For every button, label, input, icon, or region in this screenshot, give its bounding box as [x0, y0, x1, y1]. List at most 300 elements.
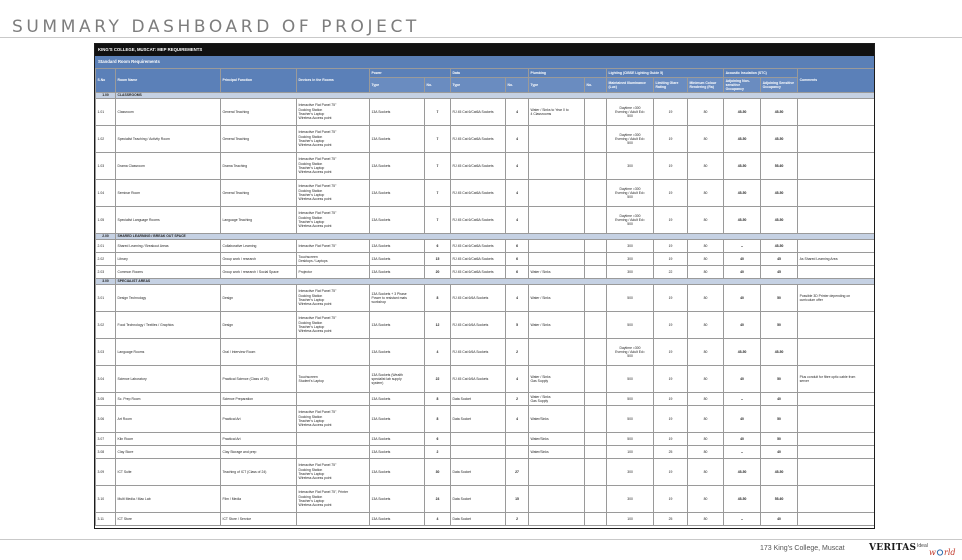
cell-power-type-line: 13A Sockets — [371, 190, 391, 195]
cell-devices-line: Interactive Flat Panel 75" — [298, 289, 337, 294]
section-code: 2.00 — [96, 234, 116, 240]
cell-adjoining-sensitive: 45 — [761, 266, 798, 279]
cell-devices-line: Wireless Access point — [298, 197, 332, 202]
column-header-sno: S.No — [96, 69, 116, 93]
table-row — [96, 207, 876, 234]
cell-colour-rendering: 80 — [688, 393, 724, 406]
table-row — [96, 253, 876, 266]
cell-devices — [297, 266, 370, 279]
cell-colour-rendering: 80 — [688, 126, 724, 153]
cell-power-type — [370, 153, 425, 180]
cell-devices-line: Docking Station — [298, 161, 323, 166]
cell-plumbing-type — [529, 99, 585, 126]
cell-illuminance — [607, 126, 654, 153]
cell-plumbing-type-line: Gas Supply — [530, 399, 549, 403]
table-row — [96, 126, 876, 153]
cell-devices — [297, 240, 370, 253]
cell-power-no: 6 — [425, 240, 451, 253]
cell-comments-line: server — [799, 379, 809, 383]
cell-comments — [798, 433, 875, 446]
cell-power-type — [370, 366, 425, 393]
cell-plumbing-no — [585, 393, 607, 406]
cell-devices-line: Wireless Access point — [298, 116, 332, 121]
cell-sno: 2.02 — [96, 253, 116, 266]
cell-comments — [798, 486, 875, 513]
cell-adjoining-sensitive: 40 — [761, 513, 798, 526]
cell-plumbing-type — [529, 207, 585, 234]
cell-data-no: 4 — [506, 153, 529, 180]
cell-power-type — [370, 459, 425, 486]
cell-adjoining-sensitive: 55-60 — [761, 153, 798, 180]
cell-illuminance — [607, 446, 654, 459]
cell-plumbing-type-line: 4 Classrooms — [530, 112, 552, 116]
cell-sno: 1.03 — [96, 153, 116, 180]
cell-room: Food Technology / Textiles / Graphics — [116, 312, 221, 339]
cell-plumbing-type — [529, 240, 585, 253]
cell-devices-line: Interactive Flat Panel 75", Printer — [298, 490, 349, 495]
cell-devices-line: Interactive Flat Panel 75" — [298, 211, 337, 216]
cell-illuminance-line: Evening / Adult Ed= — [615, 136, 645, 141]
cell-devices-line: Docking Station — [298, 107, 323, 112]
cell-power-type — [370, 285, 425, 312]
cell-data-type: RJ 45 Cat 6/6A Sockets — [451, 339, 506, 366]
cell-comments — [798, 366, 875, 393]
cell-devices-line: Docking Station — [298, 293, 323, 298]
cell-glare: 19 — [654, 339, 688, 366]
cell-plumbing-no — [585, 207, 607, 234]
table-row — [96, 459, 876, 486]
cell-adjoining-non-sensitive: -- — [724, 393, 761, 406]
cell-devices — [297, 153, 370, 180]
cell-illuminance-line: 500 — [627, 195, 633, 200]
cell-illuminance-line: Evening / Adult Ed= — [615, 109, 645, 114]
cell-comments — [798, 126, 875, 153]
cell-sno: 3.09 — [96, 459, 116, 486]
cell-comments-line: Plus conduit for fibre optic cable from — [799, 374, 856, 379]
footer-divider — [0, 539, 962, 540]
cell-glare: 19 — [654, 486, 688, 513]
cell-function: Film / Media — [221, 486, 297, 513]
cell-data-no: 4 — [506, 126, 529, 153]
cell-data-type: RJ 45 Cat 6/Cat6A Sockets — [451, 126, 506, 153]
cell-data-no: 4 — [506, 207, 529, 234]
cell-devices — [297, 433, 370, 446]
cell-power-type-line: 13A Sockets — [371, 449, 391, 454]
section-title: SPECIALIST AREAS — [116, 279, 876, 285]
cell-illuminance — [607, 285, 654, 312]
cell-devices — [297, 180, 370, 207]
cell-adjoining-non-sensitive: 40 — [724, 406, 761, 433]
cell-sno: 3.02 — [96, 312, 116, 339]
cell-illuminance-line: 500 — [627, 416, 633, 421]
cell-illuminance-line: 500 — [627, 436, 633, 441]
cell-data-type: RJ 45 Cat 6/Cat6A Sockets — [451, 266, 506, 279]
cell-devices-line: Projector — [298, 269, 313, 274]
cell-power-type — [370, 99, 425, 126]
cell-illuminance — [607, 393, 654, 406]
cell-illuminance — [607, 486, 654, 513]
cell-devices-line: Docking Station — [298, 467, 323, 472]
cell-adjoining-sensitive: 50 — [761, 433, 798, 446]
cell-plumbing-type — [529, 393, 585, 406]
cell-devices-line: Touchscreen — [298, 374, 318, 379]
cell-adjoining-non-sensitive: -- — [724, 446, 761, 459]
cell-illuminance — [607, 339, 654, 366]
cell-room: Language Rooms — [116, 339, 221, 366]
cell-illuminance — [607, 180, 654, 207]
cell-glare: 19 — [654, 253, 688, 266]
cell-power-type — [370, 393, 425, 406]
cell-glare: 19 — [654, 406, 688, 433]
cell-glare: 25 — [654, 513, 688, 526]
cell-devices-line: Student's Laptop — [298, 379, 324, 383]
cell-plumbing-no — [585, 513, 607, 526]
table-row — [96, 486, 876, 513]
cell-power-type — [370, 266, 425, 279]
cell-devices-line: Interactive Flat Panel 75" — [298, 463, 337, 468]
cell-illuminance-line: 500 — [627, 141, 633, 146]
cell-devices-line: Docking Station — [298, 188, 323, 193]
section-code: 3.00 — [96, 279, 116, 285]
cell-devices-line: Wireless Access point — [298, 170, 332, 175]
cell-plumbing-type-line: Water/Sinks — [530, 449, 549, 454]
cell-power-type-line: 13A Sockets (Wealth — [371, 372, 403, 377]
cell-illuminance-line: 300 — [627, 243, 633, 248]
cell-adjoining-sensitive: 45-50 — [761, 240, 798, 253]
cell-plumbing-type — [529, 459, 585, 486]
cell-colour-rendering: 80 — [688, 513, 724, 526]
cell-power-no: 2 — [425, 446, 451, 459]
svg-text:rld: rld — [944, 548, 956, 557]
cell-illuminance-line: Daytime =300 — [619, 213, 641, 218]
cell-adjoining-sensitive: 50 — [761, 366, 798, 393]
cell-plumbing-no — [585, 126, 607, 153]
cell-plumbing-type — [529, 285, 585, 312]
cell-devices-line: Interactive Flat Panel 75" — [298, 103, 337, 108]
cell-plumbing-type — [529, 312, 585, 339]
cell-power-type-line: 13A Sockets — [371, 163, 391, 168]
cell-colour-rendering: 80 — [688, 207, 724, 234]
cell-adjoining-non-sensitive: 45-50 — [724, 126, 761, 153]
cell-data-type: Data Socket — [451, 513, 506, 526]
cell-power-type — [370, 312, 425, 339]
cell-plumbing-type-line: Water / Sinks — [530, 374, 551, 379]
cell-data-type: RJ 45 Cat 6/6A Sockets — [451, 366, 506, 393]
cell-data-type: RJ 45 Cat 6/Cat6A Sockets — [451, 99, 506, 126]
cell-devices-line: Wireless Access point — [298, 302, 332, 307]
cell-comments — [798, 406, 875, 433]
cell-adjoining-non-sensitive: 40 — [724, 433, 761, 446]
cell-adjoining-sensitive: 45-50 — [761, 126, 798, 153]
cell-illuminance — [607, 513, 654, 526]
cell-illuminance-line: 300 — [627, 269, 633, 274]
cell-devices-line: Teacher's Laptop — [298, 419, 325, 423]
cell-illuminance — [607, 240, 654, 253]
cell-data-no: 2 — [506, 513, 529, 526]
cell-adjoining-sensitive: 45-50 — [761, 339, 798, 366]
cell-function: Practical Art — [221, 433, 297, 446]
cell-glare: 19 — [654, 312, 688, 339]
cell-power-type-line: system) — [371, 381, 384, 386]
cell-illuminance-line: 100 — [627, 449, 633, 454]
cell-power-no: 12 — [425, 312, 451, 339]
cell-data-no: 4 — [506, 180, 529, 207]
column-header-function: Principal Function — [221, 69, 297, 93]
cell-comments — [798, 513, 875, 526]
cell-colour-rendering: 80 — [688, 446, 724, 459]
cell-glare: 19 — [654, 433, 688, 446]
cell-adjoining-sensitive: 55-60 — [761, 486, 798, 513]
cell-data-type: RJ 45 Cat 6/Cat6A Sockets — [451, 207, 506, 234]
cell-devices-line: Docking Station — [298, 320, 323, 325]
cell-devices-line: Interactive Flat Panel 75" — [298, 243, 337, 248]
cell-plumbing-type — [529, 513, 585, 526]
cell-room: Shared Learning / Breakout Areas — [116, 240, 221, 253]
cell-devices-line: Interactive Flat Panel 75" — [298, 157, 337, 162]
cell-data-no: 2 — [506, 393, 529, 406]
cell-devices-line: Teacher's Laptop — [298, 166, 325, 170]
cell-power-type-line: 13A Sockets — [371, 243, 391, 248]
cell-power-no: 8 — [425, 406, 451, 433]
cell-plumbing-no — [585, 433, 607, 446]
cell-adjoining-non-sensitive: 45-50 — [724, 180, 761, 207]
cell-power-type-line: workshop — [371, 300, 387, 305]
cell-glare: 19 — [654, 99, 688, 126]
section-code: 1.00 — [96, 93, 116, 99]
cell-sno: 3.06 — [96, 406, 116, 433]
cell-illuminance — [607, 366, 654, 393]
cell-adjoining-sensitive: 50 — [761, 406, 798, 433]
cell-room: Clay Store — [116, 446, 221, 459]
cell-sno: 3.08 — [96, 446, 116, 459]
table-row — [96, 285, 876, 312]
cell-power-no: 8 — [425, 393, 451, 406]
cell-plumbing-no — [585, 153, 607, 180]
cell-data-no: 27 — [506, 459, 529, 486]
cell-plumbing-no — [585, 459, 607, 486]
cell-data-no: 4 — [506, 285, 529, 312]
cell-devices — [297, 207, 370, 234]
column-header-acoustic: Acoustic Insulation (STC) — [724, 69, 798, 78]
cell-room: Seminar Room — [116, 180, 221, 207]
cell-data-no: 6 — [506, 240, 529, 253]
cell-function: ICT Store / Service — [221, 513, 297, 526]
cell-adjoining-non-sensitive: -- — [724, 240, 761, 253]
cell-power-type — [370, 207, 425, 234]
cell-colour-rendering: 80 — [688, 240, 724, 253]
page-title: SUMMARY DASHBOARD OF PROJECT — [12, 17, 420, 37]
cell-comments — [798, 253, 875, 266]
cell-power-type — [370, 446, 425, 459]
cell-sno: 3.04 — [96, 366, 116, 393]
cell-illuminance-line: Daytime =300 — [619, 105, 641, 110]
cell-power-type-line: 13A Sockets — [371, 496, 391, 501]
cell-illuminance-line: 500 — [627, 396, 633, 401]
cell-devices — [297, 513, 370, 526]
table-row — [96, 393, 876, 406]
column-header-illuminance: Maintained Illuminance (Lux) — [607, 78, 654, 93]
cell-devices-line: Wireless Access point — [298, 476, 332, 481]
cell-illuminance — [607, 433, 654, 446]
cell-adjoining-non-sensitive: 40 — [724, 266, 761, 279]
cell-function: Group work / research / Social Space — [221, 266, 297, 279]
column-header-power: Power — [370, 69, 451, 78]
cell-comments — [798, 393, 875, 406]
table-row — [96, 99, 876, 126]
cell-devices-line: Wireless Access point — [298, 329, 332, 334]
cell-devices — [297, 253, 370, 266]
cell-data-no: 6 — [506, 253, 529, 266]
cell-room: Design Technology — [116, 285, 221, 312]
cell-power-type-line: 13A Sockets — [371, 322, 391, 327]
cell-data-no: 4 — [506, 406, 529, 433]
column-header-power-type: Type — [370, 78, 425, 93]
cell-sno: 2.03 — [96, 266, 116, 279]
cell-adjoining-non-sensitive: 40 — [724, 312, 761, 339]
cell-adjoining-sensitive: 45-50 — [761, 99, 798, 126]
cell-data-type: RJ 45 Cat 6/6A Sockets — [451, 312, 506, 339]
table-row — [96, 312, 876, 339]
cell-power-type-line: 13A Sockets — [371, 109, 391, 114]
cell-plumbing-type — [529, 339, 585, 366]
cell-devices-line: Interactive Flat Panel 75" — [298, 410, 337, 415]
cell-sno: 1.04 — [96, 180, 116, 207]
cell-power-type — [370, 433, 425, 446]
cell-plumbing-type — [529, 266, 585, 279]
column-header-power-no: No. — [425, 78, 451, 93]
cell-power-no: 24 — [425, 486, 451, 513]
cell-function: Science Preparation — [221, 393, 297, 406]
cell-power-type-line: 13A Sockets — [371, 349, 391, 354]
cell-glare: 22 — [654, 266, 688, 279]
cell-illuminance-line: 500 — [627, 322, 633, 327]
cell-illuminance — [607, 207, 654, 234]
cell-devices-line: Interactive Flat Panel 75" — [298, 316, 337, 321]
cell-colour-rendering: 80 — [688, 266, 724, 279]
svg-text:w: w — [929, 548, 936, 557]
cell-room: ICT Store — [116, 513, 221, 526]
cell-devices-line: Wireless Access point — [298, 143, 332, 148]
cell-adjoining-non-sensitive: 40 — [724, 285, 761, 312]
cell-comments — [798, 312, 875, 339]
cell-devices-line: Teacher's Laptop — [298, 325, 325, 329]
cell-sno: 1.02 — [96, 126, 116, 153]
cell-power-no: 7 — [425, 99, 451, 126]
cell-illuminance-line: Daytime =300 — [619, 186, 641, 191]
column-header-devices: Devices in the Rooms — [297, 69, 370, 93]
cell-plumbing-no — [585, 312, 607, 339]
cell-comments — [798, 446, 875, 459]
cell-illuminance-line: 100 — [627, 516, 633, 521]
cell-power-type-line: Power to resistant mats — [371, 295, 407, 300]
cell-function: Design — [221, 285, 297, 312]
cell-colour-rendering: 80 — [688, 486, 724, 513]
cell-data-type — [451, 433, 506, 446]
cell-plumbing-no — [585, 406, 607, 433]
table-row — [96, 339, 876, 366]
cell-illuminance-line: 300 — [627, 256, 633, 261]
cell-power-no: 4 — [425, 339, 451, 366]
cell-comments — [798, 153, 875, 180]
cell-colour-rendering: 80 — [688, 180, 724, 207]
cell-data-no: 4 — [506, 366, 529, 393]
cell-comments — [798, 207, 875, 234]
cell-data-no: 4 — [506, 99, 529, 126]
cell-function: Design — [221, 312, 297, 339]
cell-plumbing-type — [529, 253, 585, 266]
cell-plumbing-no — [585, 366, 607, 393]
cell-adjoining-non-sensitive: 45-50 — [724, 486, 761, 513]
cell-devices — [297, 366, 370, 393]
cell-devices-line: Teacher's Laptop — [298, 472, 325, 476]
cell-colour-rendering: 80 — [688, 285, 724, 312]
cell-illuminance-line: 500 — [627, 114, 633, 119]
cell-illuminance — [607, 99, 654, 126]
cell-adjoining-sensitive: 45-50 — [761, 207, 798, 234]
cell-room: Specialist Language Rooms — [116, 207, 221, 234]
cell-illuminance-line: 300 — [627, 163, 633, 168]
cell-devices-line: Desktops / Laptops — [298, 259, 328, 263]
table-row — [96, 240, 876, 253]
cell-devices — [297, 446, 370, 459]
column-header-plumbing-no: No. — [585, 78, 607, 93]
table-row — [96, 433, 876, 446]
cell-comments-line: curriculum offer — [799, 298, 823, 302]
cell-sno: 3.11 — [96, 513, 116, 526]
cell-plumbing-no — [585, 446, 607, 459]
cell-plumbing-type-line: Water / Sinks — [530, 295, 551, 300]
cell-plumbing-type — [529, 446, 585, 459]
cell-room: Kiln Room — [116, 433, 221, 446]
cell-room: Library — [116, 253, 221, 266]
cell-plumbing-type — [529, 433, 585, 446]
cell-plumbing-no — [585, 180, 607, 207]
cell-devices — [297, 339, 370, 366]
cell-adjoining-non-sensitive: 45-50 — [724, 459, 761, 486]
cell-plumbing-type-line: Water/Sinks — [530, 416, 549, 421]
column-header-glare: Limiting Glare Rating — [654, 78, 688, 93]
cell-devices — [297, 393, 370, 406]
cell-room: Multi Media / Mac Lab — [116, 486, 221, 513]
column-header-plumbing: Plumbing — [529, 69, 607, 78]
cell-plumbing-no — [585, 486, 607, 513]
table-row — [96, 513, 876, 526]
cell-function: General Teaching — [221, 180, 297, 207]
cell-power-type-line: 13A Sockets — [371, 269, 391, 274]
cell-power-no: 4 — [425, 513, 451, 526]
cell-power-type — [370, 513, 425, 526]
cell-plumbing-type-line: Water/Sinks — [530, 436, 549, 441]
cell-plumbing-type-line: Water / Sinks — [530, 269, 551, 274]
cell-illuminance-line: 500 — [627, 354, 633, 359]
cell-glare: 19 — [654, 126, 688, 153]
cell-illuminance-line: Evening / Adult Ed= — [615, 217, 645, 222]
cell-function: Teaching of ICT (Class of 24) — [221, 459, 297, 486]
cell-power-no: 7 — [425, 207, 451, 234]
cell-comments — [798, 266, 875, 279]
cell-sno: 3.03 — [96, 339, 116, 366]
cell-data-no: 5 — [506, 312, 529, 339]
cell-plumbing-type-line: Water / Sinks — [530, 322, 551, 327]
cell-devices-line: Teacher's Laptop — [298, 220, 325, 224]
cell-power-type — [370, 406, 425, 433]
cell-data-no — [506, 433, 529, 446]
cell-illuminance-line: 300 — [627, 496, 633, 501]
table-row — [96, 180, 876, 207]
cell-illuminance-line: 500 — [627, 222, 633, 227]
cell-adjoining-non-sensitive: -- — [724, 513, 761, 526]
table-row — [96, 446, 876, 459]
